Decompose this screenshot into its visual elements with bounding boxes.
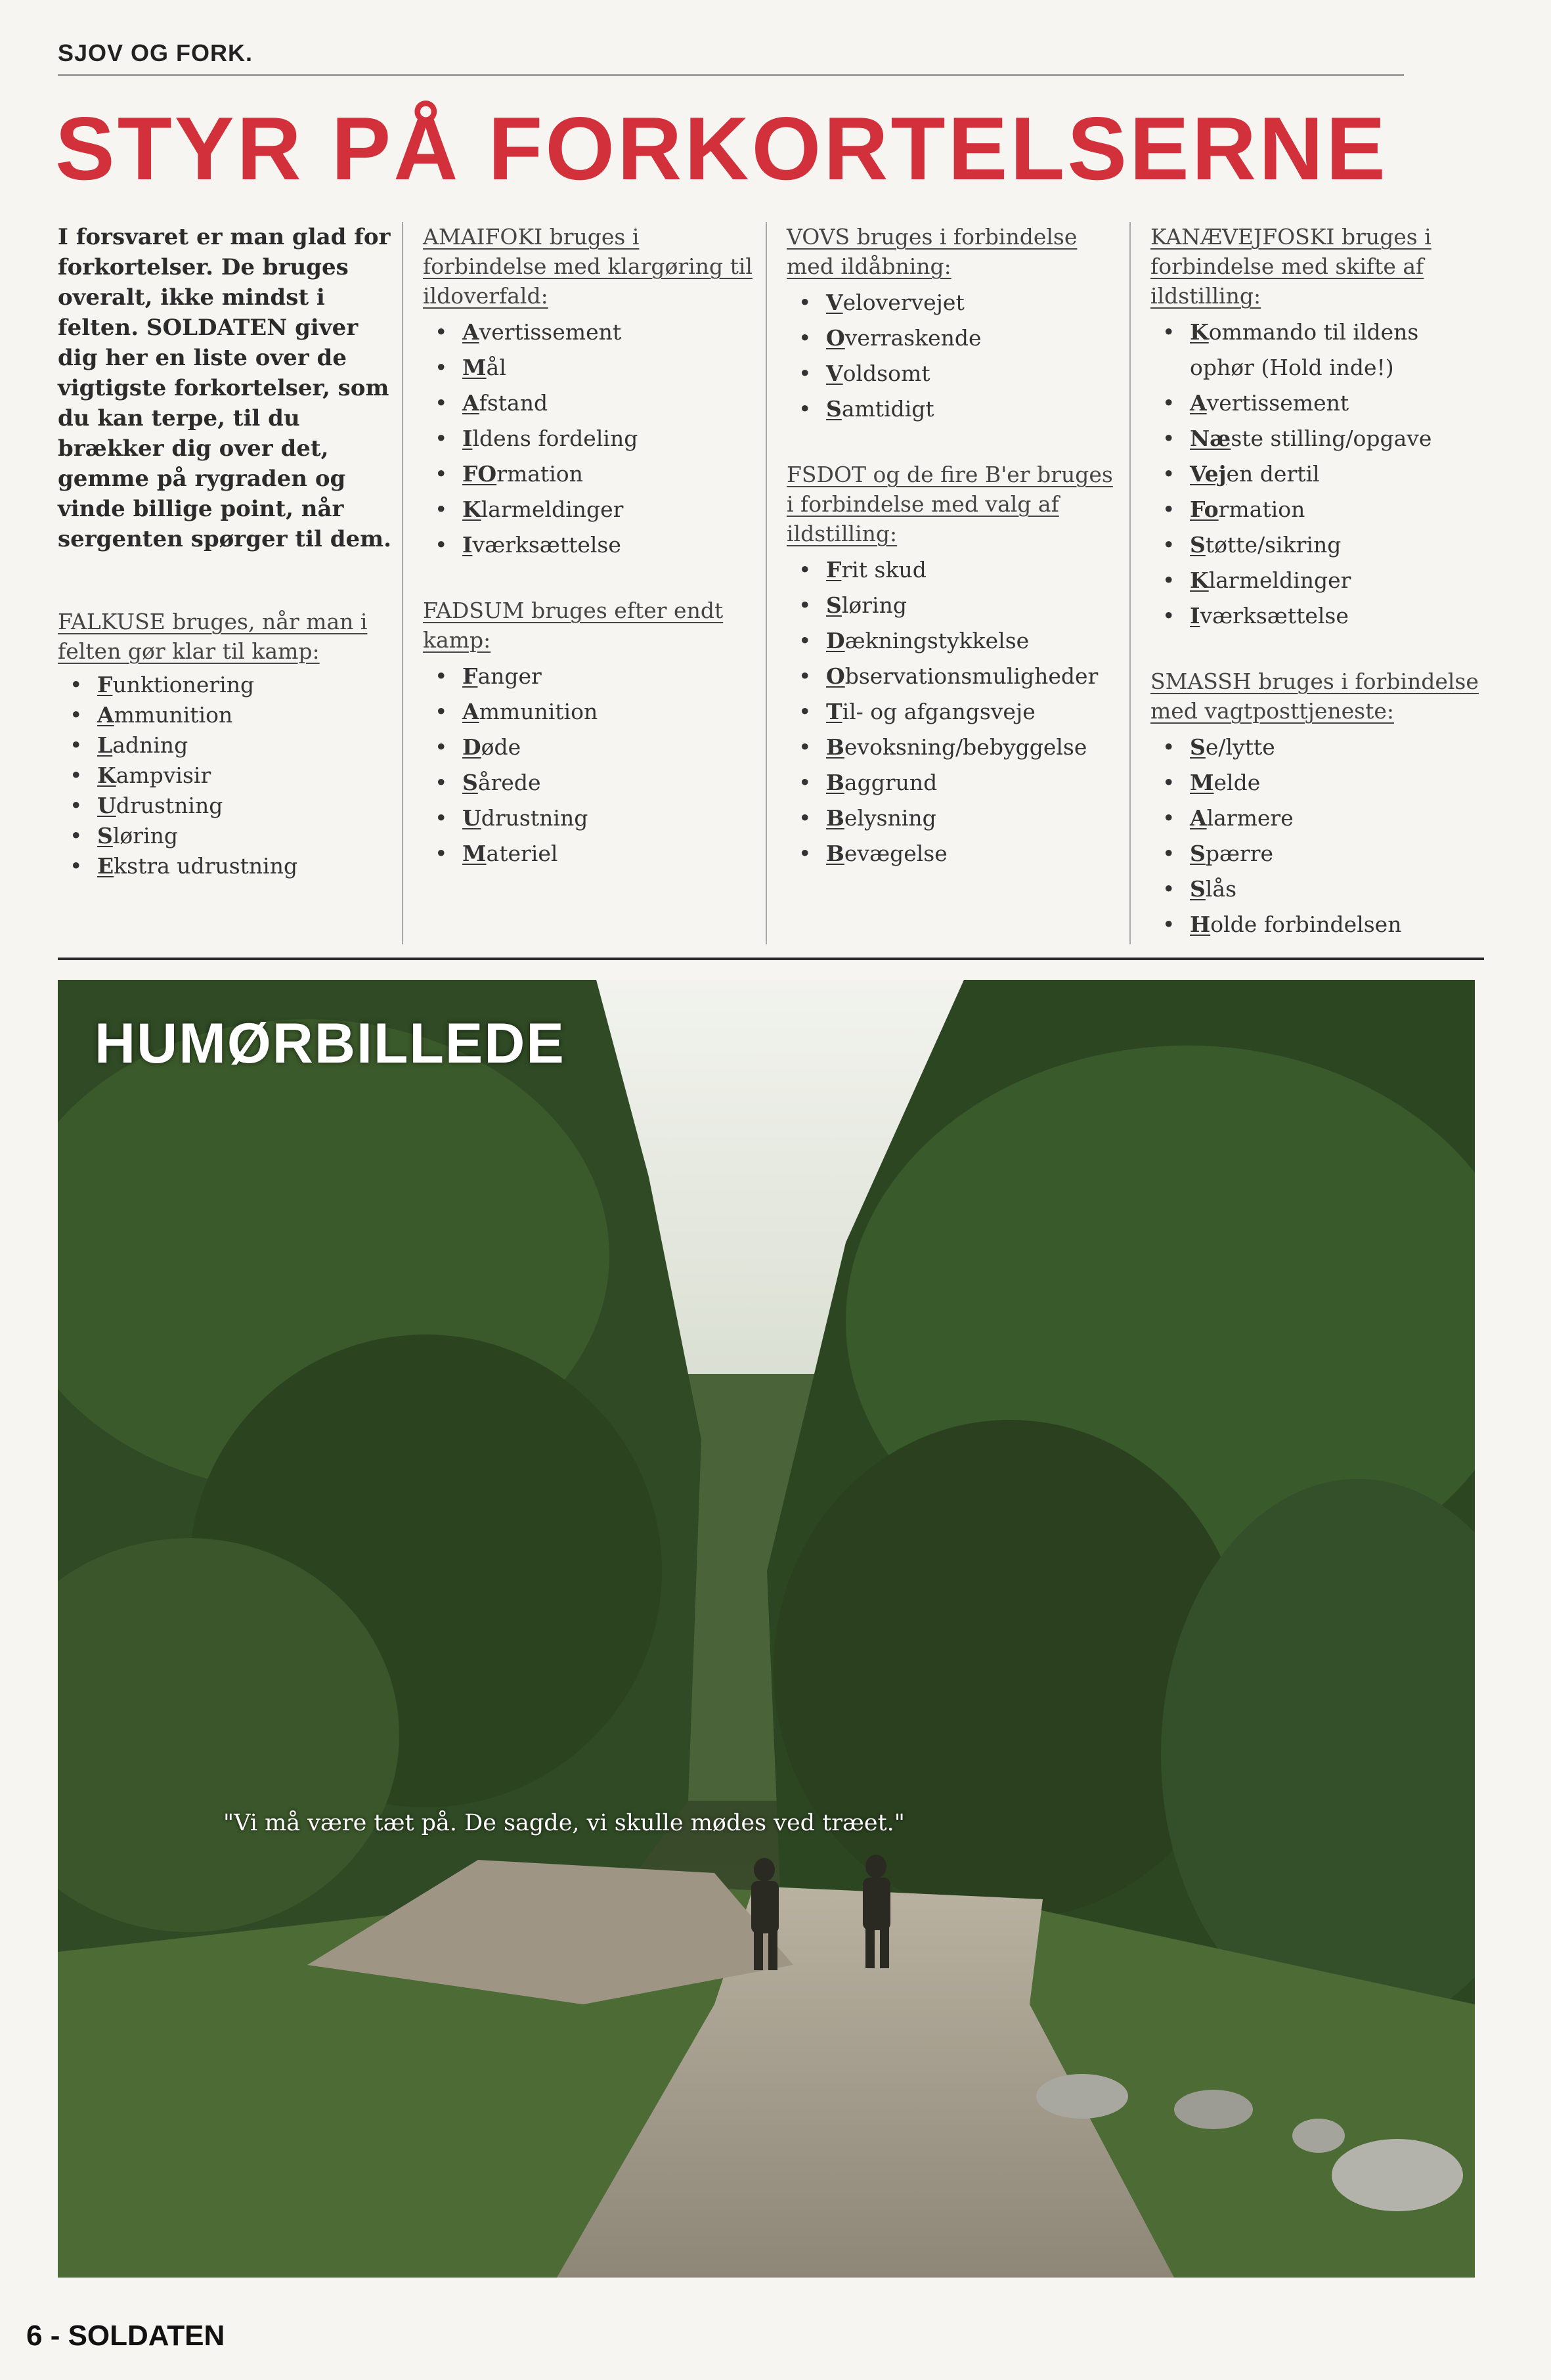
amaifoki-list [423, 315, 758, 563]
smassh-heading: SMASSH bruges i forbindelse med vagtposttjeneste: [1150, 669, 1479, 724]
word-rest: kstra udrustning [114, 853, 298, 879]
list-item [423, 456, 758, 492]
fsdot-heading: FSDOT og de fire B'er bruges i forbindelse med valg af ildstilling: [787, 462, 1113, 546]
word-rest: il- og afgangsveje [842, 699, 1036, 724]
word-rest: rit skud [841, 557, 927, 583]
column-divider-3 [1129, 222, 1131, 944]
list-item [58, 851, 393, 881]
abbreviation-letter: B [826, 805, 844, 831]
abbreviation-letter: O [826, 663, 845, 689]
word-rest: drustning [116, 793, 223, 818]
section-label: SJOV OG FORK. [58, 39, 253, 66]
list-item [423, 836, 758, 871]
list-item [423, 659, 758, 694]
word-rest: elysning [844, 805, 936, 831]
word-rest: rmation [496, 461, 583, 487]
abbreviation-letter: F [97, 672, 113, 697]
word-rest: en dertil [1226, 461, 1320, 487]
list-item [787, 659, 1122, 694]
list-item [1150, 315, 1485, 386]
humor-photo [58, 980, 1475, 2278]
abbreviation-letter: B [826, 770, 844, 795]
word-rest: vertissement [1206, 390, 1349, 416]
word-rest: vertissement [479, 319, 622, 345]
abbreviation-letter: U [97, 793, 116, 818]
list-item [787, 836, 1122, 871]
abbreviation-letter: U [462, 805, 481, 831]
word-rest: årede [477, 770, 541, 795]
list-item [423, 730, 758, 765]
abbreviation-letter: A [1190, 390, 1207, 416]
abbreviation-letter: S [97, 823, 113, 848]
list-item [423, 801, 758, 836]
list-item [1150, 421, 1485, 456]
word-continuation: ophør (Hold inde!) [1190, 355, 1394, 380]
list-item [787, 285, 1122, 320]
abbreviation-letter: F [826, 557, 842, 583]
word-rest: elde [1213, 770, 1261, 795]
word-rest: adning [112, 732, 188, 758]
list-item [1150, 871, 1485, 907]
word-rest: værksættelse [1200, 603, 1349, 628]
top-rule [58, 74, 1404, 76]
list-item [787, 320, 1122, 356]
list-item [787, 356, 1122, 391]
abbreviation-letter: B [826, 734, 844, 760]
abbreviation-letter: A [462, 699, 479, 724]
word-rest: larmeldinger [1208, 567, 1351, 593]
abbreviation-letter: M [462, 355, 487, 380]
word-rest: bservationsmuligheder [844, 663, 1099, 689]
list-item [787, 801, 1122, 836]
list-item [787, 552, 1122, 588]
abbreviation-letter: S [462, 770, 478, 795]
abbreviation-letter: K [1190, 567, 1209, 593]
word-rest: værksættelse [472, 532, 621, 558]
word-rest: olde forbindelsen [1210, 912, 1402, 937]
abbreviation-letter: M [1190, 770, 1214, 795]
word-rest: rmation [1218, 496, 1305, 522]
abbreviation-letter: S [1190, 876, 1206, 902]
list-item [423, 350, 758, 386]
list-item [423, 694, 758, 730]
abbreviation-letter: V [826, 290, 843, 315]
falkuse-heading: FALKUSE bruges, når man i felten gør klar til kamp: [58, 609, 368, 664]
abbreviation-letter: S [1190, 841, 1206, 866]
kanaevejfoski-heading: KANÆVEJFOSKI bruges i forbindelse med skifte af ildstilling: [1150, 224, 1431, 309]
word-rest: larmeldinger [481, 496, 624, 522]
abbreviation-letter: Næ [1190, 426, 1231, 451]
list-item [1150, 765, 1485, 801]
word-rest: løring [841, 592, 907, 618]
falkuse-list [58, 670, 393, 881]
column-2 [423, 222, 758, 871]
abbreviation-letter: B [826, 841, 844, 866]
list-item [423, 492, 758, 527]
word-rest: fstand [479, 390, 548, 416]
word-rest: tøtte/sikring [1205, 532, 1342, 558]
list-item [787, 730, 1122, 765]
column-divider-1 [402, 222, 403, 944]
abbreviation-letter: I [1190, 603, 1200, 628]
list-item [58, 791, 393, 821]
abbreviation-letter: S [826, 396, 842, 422]
page-footer: 6 - SOLDATEN [26, 2320, 225, 2352]
list-item [1150, 801, 1485, 836]
list-item [423, 386, 758, 421]
vovs-list [787, 285, 1122, 427]
list-item [1150, 456, 1485, 492]
abbreviation-letter: V [826, 361, 843, 386]
word-rest: larmere [1206, 805, 1294, 831]
list-item [787, 588, 1122, 623]
humor-title: HUMØRBILLEDE [95, 1012, 565, 1075]
abbreviation-letter: A [97, 702, 114, 728]
word-rest: pærre [1205, 841, 1274, 866]
word-rest: elovervejet [842, 290, 965, 315]
abbreviation-letter: K [462, 496, 481, 522]
abbreviation-letter: A [1190, 805, 1207, 831]
abbreviation-letter: A [462, 390, 479, 416]
list-item [787, 765, 1122, 801]
list-item [1150, 907, 1485, 942]
word-rest: ål [486, 355, 506, 380]
abbreviation-letter: A [462, 319, 479, 345]
word-rest: mmunition [114, 702, 233, 728]
abbreviation-letter: K [1190, 319, 1209, 345]
abbreviation-letter: I [462, 426, 473, 451]
abbreviation-letter: S [1190, 734, 1206, 760]
list-item [58, 670, 393, 700]
word-rest: aggrund [844, 770, 938, 795]
word-rest: mmunition [479, 699, 598, 724]
abbreviation-letter: Fo [1190, 496, 1219, 522]
abbreviation-letter: D [462, 734, 481, 760]
list-item [1150, 492, 1485, 527]
word-rest: ateriel [486, 841, 558, 866]
kanaevejfoski-list [1150, 315, 1485, 634]
word-rest: e/lytte [1205, 734, 1275, 760]
fsdot-list [787, 552, 1122, 871]
word-rest: ækningstykkelse [844, 628, 1030, 653]
list-item [1150, 386, 1485, 421]
list-item [787, 391, 1122, 427]
amaifoki-heading: AMAIFOKI bruges i forbindelse med klargøring til ildoverfald: [423, 224, 753, 309]
list-item [423, 421, 758, 456]
word-rest: drustning [481, 805, 588, 831]
list-item [58, 700, 393, 730]
word-rest: evoksning/bebyggelse [844, 734, 1087, 760]
intro-text: I forsvaret er man glad for forkortelser. De bruges overalt, ikke mindst i felten. SOLDATEN giver dig her en liste over de vigtigste forkortelser, som du kan terpe, til du brækker dig over det, gemme på rygraden og vinde billige point, når sergenten spørger til dem. [58, 224, 391, 552]
forest-illustration [58, 980, 1475, 2278]
fadsum-heading: FADSUM bruges efter endt kamp: [423, 598, 724, 653]
word-rest: ste stilling/opgave [1231, 426, 1432, 451]
list-item [1150, 730, 1485, 765]
section-rule [58, 958, 1484, 960]
list-item [1150, 527, 1485, 563]
word-rest: verraskende [844, 325, 982, 351]
abbreviation-letter: E [97, 853, 114, 879]
word-rest: ampvisir [116, 762, 211, 788]
word-rest: lås [1205, 876, 1237, 902]
abbreviation-letter: K [97, 762, 116, 788]
abbreviation-letter: O [826, 325, 845, 351]
column-divider-2 [766, 222, 767, 944]
abbreviation-letter: T [826, 699, 842, 724]
list-item [787, 694, 1122, 730]
column-4 [1150, 222, 1485, 942]
word-rest: amtidigt [841, 396, 934, 422]
word-rest: øde [481, 734, 521, 760]
abbreviation-letter: L [97, 732, 113, 758]
abbreviation-letter: I [462, 532, 473, 558]
list-item [1150, 598, 1485, 634]
column-3 [787, 222, 1122, 871]
list-item [423, 527, 758, 563]
word-rest: unktionering [112, 672, 255, 697]
list-item [1150, 563, 1485, 598]
list-item [58, 760, 393, 791]
list-item [423, 315, 758, 350]
list-item [58, 821, 393, 851]
word-rest: evægelse [844, 841, 948, 866]
abbreviation-letter: FO [462, 461, 497, 487]
column-1 [58, 222, 393, 881]
fadsum-list [423, 659, 758, 871]
abbreviation-letter: D [826, 628, 845, 653]
photo-caption: "Vi må være tæt på. De sagde, vi skulle mødes ved træet." [223, 1810, 905, 1836]
list-item [423, 765, 758, 801]
abbreviation-letter: S [826, 592, 842, 618]
list-item [787, 623, 1122, 659]
word-rest: oldsomt [842, 361, 930, 386]
list-item [58, 730, 393, 760]
abbreviation-letter: S [1190, 532, 1206, 558]
abbreviation-letter: M [462, 841, 487, 866]
smassh-list [1150, 730, 1485, 942]
word-rest: løring [112, 823, 178, 848]
abbreviation-letter: Vej [1190, 461, 1227, 487]
abbreviation-letter: F [462, 663, 478, 689]
page-headline: STYR PÅ FORKORTELSERNE [55, 99, 1388, 198]
word-rest: ldens fordeling [472, 426, 638, 451]
list-item [1150, 836, 1485, 871]
vovs-heading: VOVS bruges i forbindelse med ildåbning: [787, 224, 1078, 279]
abbreviation-letter: H [1190, 912, 1211, 937]
word-rest: anger [477, 663, 542, 689]
word-rest: ommando til ildens [1208, 319, 1419, 345]
